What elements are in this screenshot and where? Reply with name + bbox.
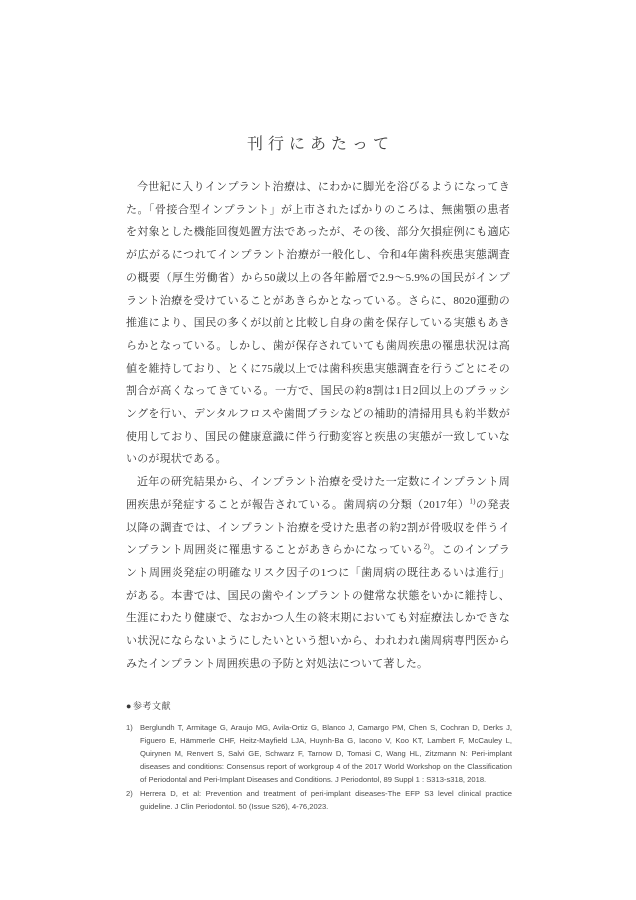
references-heading-label: 参考文献 (132, 701, 171, 711)
paragraph-2-text-3: 。このインプラント周囲炎発症の明確なリスク因子の1つに「歯周病の既往あるいは進行」がある。本書では、国民の歯やインプラントの健常な状態をいかに維持し、生涯にわたり健康で、なおかつ人生の終末期においても対症療法しかできない状況にならないようにしたいという想いから、われわれ歯周病専門医からみたインプラント周囲疾患の予防と対処法について著した。 (126, 544, 510, 670)
bullet-icon: ● (126, 701, 132, 711)
citation-superscript-1: 1) (469, 497, 476, 506)
body-text (126, 176, 510, 675)
references-section (126, 699, 512, 814)
reference-2-text: Herrera D, et al: Prevention and treatment of peri-implant diseases-The EFP S3 level clinical practice guideline. J Clin Periodontol. 50 (Issue S26), 4-76,2023. (140, 789, 512, 811)
body-paragraph-2 (126, 471, 510, 675)
reference-1-marker: 1) (126, 723, 133, 732)
references-heading (126, 699, 512, 712)
citation-superscript-2: 2) (423, 542, 430, 551)
reference-1-text: Berglundh T, Armitage G, Araujo MG, Avila-Ortiz G, Blanco J, Camargo PM, Chen S, Cochran D, Derks J, Figuero E, Hämmerle CHF, Heitz-Mayfield LJA, Huynh-Ba G, Iacono V, Koo KT, Lambert F, McCauley L, Quirynen M, Renvert S, Salvi GE, Schwarz F, Tarnow D, Tomasi C, Wang HL, Zitzmann N: Peri-implant diseases and conditions: Consensus report of workgroup 4 of the 2017 World Workshop on the Classification of Periodontal and Peri-Implant Diseases and Conditions. J Periodontol, 89 Suppl 1 : S313-s318, 2018. (140, 723, 512, 784)
reference-item-1 (126, 721, 512, 786)
page-title: 刊行にあたって (246, 136, 394, 153)
body-paragraph-1: 今世紀に入りインプラント治療は、にわかに脚光を浴びるようになってきた。「骨接合型インプラント」が上市されたばかりのころは、無歯顎の患者を対象とした機能回復処置方法であったが、その後、部分欠損症例にも適応が広がるにつれてインプラント治療が一般化し、令和4年歯科疾患実態調査の概要（厚生労働省）から50歳以上の各年齢層で2.9〜5.9%の国民がインプラント治療を受けていることがあきらかとなっている。さらに、8020運動の推進により、国民の多くが以前と比較し自身の歯を保存している実態もあきらかとなっている。しかし、歯が保存されていても歯周疾患の罹患状況は高値を維持しており、とくに75歳以上では歯科疾患実態調査を行うごとにその割合が高くなってきている。一方で、国民の約8割は1日2回以上のブラッシングを行い、デンタルフロスや歯間ブラシなどの補助的清掃用具も約半数が使用しており、国民の健康意識に伴う行動変容と疾患の実態が一致していないのが現状である。 (126, 181, 510, 466)
paragraph-2-text-1: 近年の研究結果から、インプラント治療を受けた一定数にインプラント周囲疾患が発症することが報告されている。歯周病の分類（2017年） (126, 476, 510, 511)
reference-item-2 (126, 787, 512, 813)
paragraph-2-text-2: の発表以降の調査では、インプラント治療を受けた患者の約2割が骨吸収を伴うインプラント周囲炎に罹患することがあきらかになっている (126, 498, 510, 557)
reference-2-marker: 2) (126, 789, 133, 798)
